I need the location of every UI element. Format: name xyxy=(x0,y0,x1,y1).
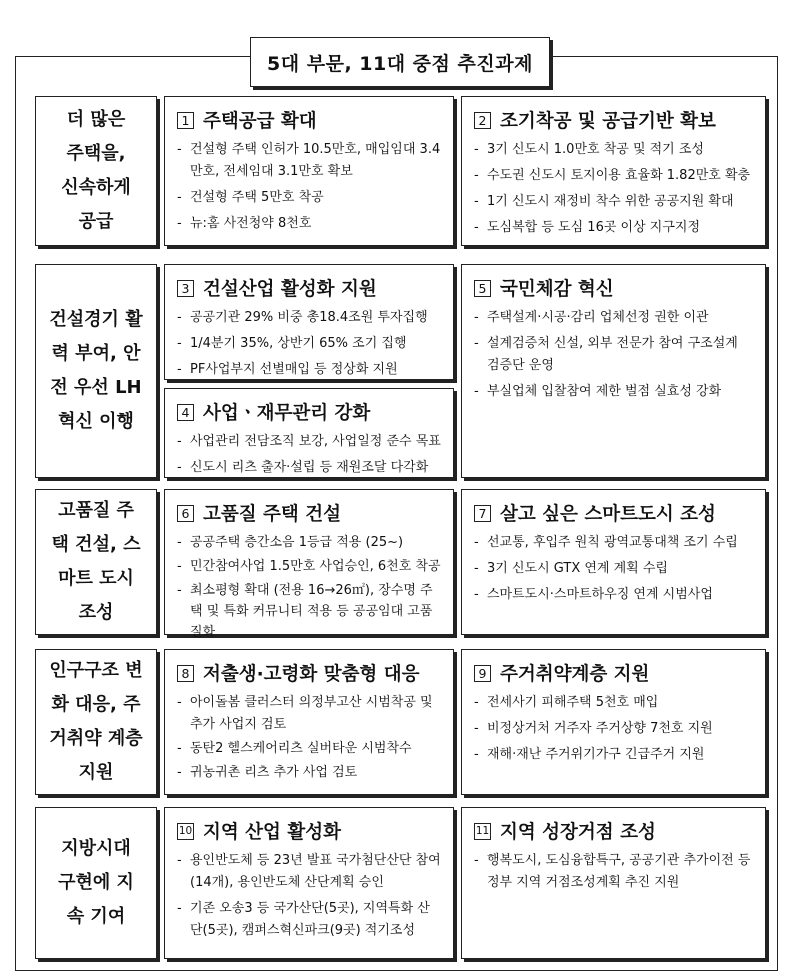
category-demographic xyxy=(35,649,157,795)
task-heading xyxy=(177,107,441,133)
task-item: - 수도권 신도시 토지이용 효율화 1.82만호 확충 xyxy=(474,165,753,187)
task-heading xyxy=(177,660,441,686)
task-item: - PF사업부지 선별매입 등 정상화 지원 xyxy=(177,359,441,381)
task-heading xyxy=(177,818,441,844)
task-7-box xyxy=(461,489,766,635)
task-number: 6 xyxy=(177,505,194,522)
task-title: 조기착공 및 공급기반 확보 xyxy=(500,111,716,132)
task-item: - 1기 신도시 재정비 착수 위한 공공지원 확대 xyxy=(474,191,753,213)
task-item: - 1/4분기 35%, 상반기 65% 조기 집행 xyxy=(177,333,441,355)
task-item: - 스마트도시·스마트하우징 연계 시범사업 xyxy=(474,584,753,606)
task-item: - 최소평형 확대 (전용 16→26㎡), 장수명 주택 및 특화 커뮤니티 적용 등 공공임대 고품질화 xyxy=(177,580,441,643)
task-1-box xyxy=(164,96,454,246)
task-item: - 설계검증처 신설, 외부 전문가 참여 구조설계 검증단 운영 xyxy=(474,333,753,377)
task-title: 살고 싶은 스마트도시 조성 xyxy=(500,504,716,525)
task-number: 1 xyxy=(177,112,194,129)
task-heading xyxy=(474,500,753,526)
task-6-box xyxy=(164,489,454,640)
task-item: - 주택설계·시공·감리 업체선정 권한 이관 xyxy=(474,307,753,329)
task-heading xyxy=(474,660,753,686)
task-item: - 전세사기 피해주택 5천호 매입 xyxy=(474,692,753,714)
task-item: - 선교통, 후입주 원칙 광역교통대책 조기 수립 xyxy=(474,532,753,554)
task-item: - 건설형 주택 인허가 10.5만호, 매입임대 3.4만호, 전세임대 3.1만호 확보 xyxy=(177,139,441,183)
task-item: - 사업관리 전담조직 보강, 사업일정 준수 목표 xyxy=(177,431,441,453)
task-item: - 3기 신도시 1.0만호 착공 및 적기 조성 xyxy=(474,139,753,161)
task-item: - 귀농귀촌 리츠 추가 사업 검토 xyxy=(177,762,441,784)
task-number: 3 xyxy=(177,280,194,297)
task-item: - 용인반도체 등 23년 발표 국가첨단산단 참여(14개), 용인반도체 산단계획 승인 xyxy=(177,850,441,894)
task-number: 10 xyxy=(177,823,194,840)
task-item: - 민간참여사업 1.5만호 사업승인, 6천호 착공 xyxy=(177,556,441,578)
page-title: 5대 부문, 11대 중점 추진과제 xyxy=(250,37,550,87)
task-10-box xyxy=(164,807,454,959)
task-8-box xyxy=(164,649,454,795)
task-number: 4 xyxy=(177,404,194,421)
task-item: - 신도시 리츠 출자·설립 등 재원조달 다각화 xyxy=(177,457,441,479)
task-heading xyxy=(474,818,753,844)
task-number: 8 xyxy=(177,665,194,682)
category-label: 지방시대 구현에 지속 기여 xyxy=(58,838,134,927)
task-3-box xyxy=(164,264,454,380)
task-item: - 부실업체 입찰참여 제한 벌점 실효성 강화 xyxy=(474,381,753,403)
task-title: 국민체감 혁신 xyxy=(500,279,614,300)
category-label: 인구구조 변화 대응, 주거취약 계층 지원 xyxy=(49,660,143,783)
task-item: - 뉴:홈 사전청약 8천호 xyxy=(177,213,441,235)
task-number: 9 xyxy=(474,665,491,682)
task-9-box xyxy=(461,649,766,795)
task-item: - 도심복합 등 도심 16곳 이상 지구지정 xyxy=(474,217,753,239)
task-item: - 건설형 주택 5만호 착공 xyxy=(177,187,441,209)
task-heading xyxy=(177,275,441,301)
task-item: - 아이돌봄 클러스터 의정부고산 시범착공 및 추가 사업지 검토 xyxy=(177,692,441,736)
task-11-box xyxy=(461,807,766,959)
category-housing-supply xyxy=(35,96,157,246)
category-label: 고품질 주택 건설, 스마트 도시 조성 xyxy=(51,500,141,623)
task-item: - 행복도시, 도심융합특구, 공공기관 추가이전 등 정부 지역 거점조성계획 추진 지원 xyxy=(474,850,753,894)
task-title: 주택공급 확대 xyxy=(203,111,317,132)
task-4-box xyxy=(164,388,454,478)
task-heading xyxy=(474,107,753,133)
task-item: - 공공주택 층간소음 1등급 적용 (25~) xyxy=(177,532,441,554)
task-title: 건설산업 활성화 지원 xyxy=(203,279,377,300)
task-heading xyxy=(177,399,441,425)
task-item: - 3기 신도시 GTX 연계 계획 수립 xyxy=(474,558,753,580)
task-title: 지역 산업 활성화 xyxy=(203,822,341,843)
task-number: 2 xyxy=(474,112,491,129)
category-construction-lh xyxy=(35,264,157,478)
task-title: 주거취약계층 지원 xyxy=(500,664,650,685)
task-title: 고품질 주택 건설 xyxy=(203,504,341,525)
task-title: 사업ㆍ재무관리 강화 xyxy=(203,403,371,424)
category-label: 더 많은 주택을, 신속하게 공급 xyxy=(61,109,131,232)
task-heading xyxy=(177,500,441,526)
task-2-box xyxy=(461,96,766,246)
task-heading xyxy=(474,275,753,301)
task-item: - 기존 오송3 등 국가산단(5곳), 지역특화 산단(5곳), 캠퍼스혁신파크(9곳) 적기조성 xyxy=(177,898,441,942)
task-number: 7 xyxy=(474,505,491,522)
task-5-box xyxy=(461,264,766,478)
task-number: 5 xyxy=(474,280,491,297)
task-title: 저출생·고령화 맞춤형 대응 xyxy=(203,664,420,685)
task-item: - 재해·재난 주거위기가구 긴급주거 지원 xyxy=(474,744,753,766)
task-item: - 비정상거처 거주자 주거상향 7천호 지원 xyxy=(474,718,753,740)
category-quality-smart xyxy=(35,489,157,635)
task-item: - 공공기관 29% 비중 총18.4조원 투자집행 xyxy=(177,307,441,329)
task-title: 지역 성장거점 조성 xyxy=(500,822,656,843)
category-label: 건설경기 활력 부여, 안전 우선 LH혁신 이행 xyxy=(49,309,143,432)
category-regional xyxy=(35,807,157,959)
task-number: 11 xyxy=(474,823,491,840)
task-item: - 동탄2 헬스케어리츠 실버타운 시범착수 xyxy=(177,738,441,760)
